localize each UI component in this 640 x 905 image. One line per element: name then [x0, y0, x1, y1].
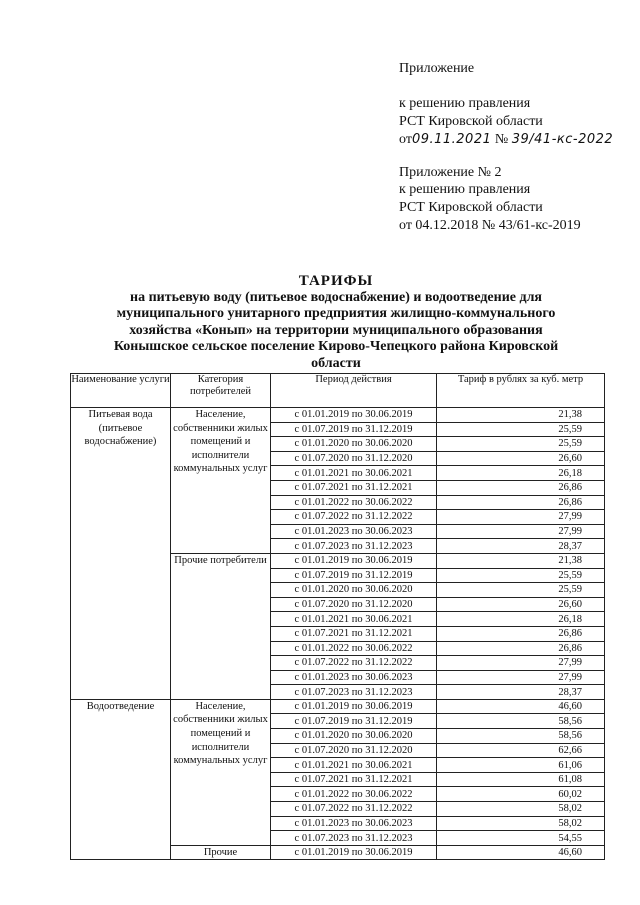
tariff-value-cell: 26,86 [437, 495, 605, 510]
period-cell: с 01.01.2019 по 30.06.2019 [271, 553, 437, 568]
appendix-from-label: от [399, 132, 412, 147]
tariff-value-cell: 54,55 [437, 831, 605, 846]
tariff-value-cell: 25,59 [437, 437, 605, 452]
tariff-value-cell: 27,99 [437, 524, 605, 539]
tariff-value-cell: 26,18 [437, 612, 605, 627]
title-line-2: муниципального унитарного предприятия жилищно-коммунального [116, 306, 556, 321]
tariff-value-cell: 27,99 [437, 670, 605, 685]
period-cell: с 01.01.2022 по 30.06.2022 [271, 787, 437, 802]
header-service: Наименование услуги [71, 374, 171, 408]
period-cell: с 01.01.2023 по 30.06.2023 [271, 816, 437, 831]
period-cell: с 01.01.2022 по 30.06.2022 [271, 495, 437, 510]
tariff-value-cell: 27,99 [437, 656, 605, 671]
period-cell: с 01.01.2022 по 30.06.2022 [271, 641, 437, 656]
period-cell: с 01.01.2021 по 30.06.2021 [271, 758, 437, 773]
tariff-value-cell: 21,38 [437, 408, 605, 423]
period-cell: с 01.07.2019 по 31.12.2019 [271, 422, 437, 437]
table-row [71, 699, 605, 714]
period-cell: с 01.07.2023 по 31.12.2023 [271, 539, 437, 554]
appendix2-title: Приложение № 2 [399, 165, 502, 180]
period-cell: с 01.07.2021 по 31.12.2021 [271, 626, 437, 641]
title-line-3: хозяйства «Конып» на территории муниципального образования [129, 322, 543, 338]
period-cell: с 01.07.2020 по 31.12.2020 [271, 743, 437, 758]
appendix-title: Приложение [399, 61, 475, 76]
tariff-value-cell: 28,37 [437, 539, 605, 554]
title-line-1: на питьевую воду (питьевое водоснабжение) и водоотведение для [130, 289, 542, 305]
period-cell: с 01.07.2023 по 31.12.2023 [271, 831, 437, 846]
tariff-value-cell: 25,59 [437, 568, 605, 583]
period-cell: с 01.07.2023 по 31.12.2023 [271, 685, 437, 700]
tariff-value-cell: 25,59 [437, 583, 605, 598]
tariff-value-cell: 26,86 [437, 480, 605, 495]
tariff-value-cell: 26,18 [437, 466, 605, 481]
period-cell: с 01.01.2021 по 30.06.2021 [271, 612, 437, 627]
period-cell: с 01.07.2021 по 31.12.2021 [271, 772, 437, 787]
tariff-value-cell: 27,99 [437, 510, 605, 525]
tariff-value-cell: 58,56 [437, 729, 605, 744]
appendix2-date-line: от 04.12.2018 № 43/61-кс-2019 [399, 218, 581, 233]
period-cell: с 01.01.2019 по 30.06.2019 [271, 699, 437, 714]
table-header-row [71, 374, 605, 408]
tariff-value-cell: 58,56 [437, 714, 605, 729]
tariff-value-cell: 60,02 [437, 787, 605, 802]
tariff-value-cell: 26,86 [437, 641, 605, 656]
period-cell: с 01.07.2020 по 31.12.2020 [271, 597, 437, 612]
appendix2-decision-line: к решению правления [399, 182, 531, 197]
tariff-value-cell: 26,60 [437, 451, 605, 466]
period-cell: с 01.07.2022 по 31.12.2022 [271, 656, 437, 671]
period-cell: с 01.01.2019 по 30.06.2019 [271, 845, 437, 860]
tariff-table-body [71, 408, 605, 860]
tariff-value-cell: 21,38 [437, 553, 605, 568]
period-cell: с 01.01.2020 по 30.06.2020 [271, 729, 437, 744]
service-name-cell: Водоотведение [71, 699, 171, 860]
period-cell: с 01.07.2019 по 31.12.2019 [271, 568, 437, 583]
period-cell: с 01.07.2022 по 31.12.2022 [271, 510, 437, 525]
period-cell: с 01.07.2022 по 31.12.2022 [271, 802, 437, 817]
tariff-value-cell: 26,60 [437, 597, 605, 612]
period-cell: с 01.07.2021 по 31.12.2021 [271, 480, 437, 495]
appendix-decision-line: к решению правления [399, 96, 531, 111]
period-cell: с 01.01.2020 по 30.06.2020 [271, 437, 437, 452]
header-period: Период действия [271, 374, 437, 408]
tariff-value-cell: 58,02 [437, 816, 605, 831]
period-cell: с 01.01.2023 по 30.06.2023 [271, 524, 437, 539]
tariff-value-cell: 26,86 [437, 626, 605, 641]
document-title: ТАРИФЫ [298, 273, 374, 289]
period-cell: с 01.01.2023 по 30.06.2023 [271, 670, 437, 685]
tariff-value-cell: 58,02 [437, 802, 605, 817]
period-cell: с 01.01.2019 по 30.06.2019 [271, 408, 437, 423]
tariff-value-cell: 61,08 [437, 772, 605, 787]
appendix-number-sign: № [494, 132, 509, 147]
tariff-value-cell: 25,59 [437, 422, 605, 437]
handwritten-number: 39/41-кс-2022 [511, 132, 614, 147]
consumer-category-cell: Население, собственники жилых помещений и исполнители коммунальных услуг [171, 699, 271, 845]
tariff-value-cell: 46,60 [437, 845, 605, 860]
table-row [71, 408, 605, 423]
tariff-value-cell: 61,06 [437, 758, 605, 773]
service-name-cell: Питьевая вода (питьевое водоснабжение) [71, 408, 171, 700]
tariff-value-cell: 62,66 [437, 743, 605, 758]
header-category: Категория потребителей [171, 374, 271, 408]
appendix-authority-line: РСТ Кировской области [399, 114, 543, 129]
period-cell: с 01.07.2020 по 31.12.2020 [271, 451, 437, 466]
period-cell: с 01.01.2021 по 30.06.2021 [271, 466, 437, 481]
consumer-category-cell: Прочие [171, 845, 271, 860]
appendix-date-line [399, 131, 613, 149]
consumer-category-cell: Население, собственники жилых помещений и исполнители коммунальных услуг [171, 408, 271, 554]
handwritten-date: 09.11.2021 [411, 132, 492, 147]
tariff-value-cell: 28,37 [437, 685, 605, 700]
period-cell: с 01.07.2019 по 31.12.2019 [271, 714, 437, 729]
consumer-category-cell: Прочие потребители [171, 553, 271, 699]
header-tariff: Тариф в рублях за куб. метр [437, 374, 605, 408]
tariff-table [70, 373, 605, 860]
document-title-block [92, 273, 580, 372]
title-line-4: Конышское сельское поселение Кирово-Чепецкого района Кировской [113, 339, 559, 354]
appendix2-authority-line: РСТ Кировской области [399, 200, 543, 215]
title-line-5: области [311, 355, 361, 371]
period-cell: с 01.01.2020 по 30.06.2020 [271, 583, 437, 598]
tariff-value-cell: 46,60 [437, 699, 605, 714]
